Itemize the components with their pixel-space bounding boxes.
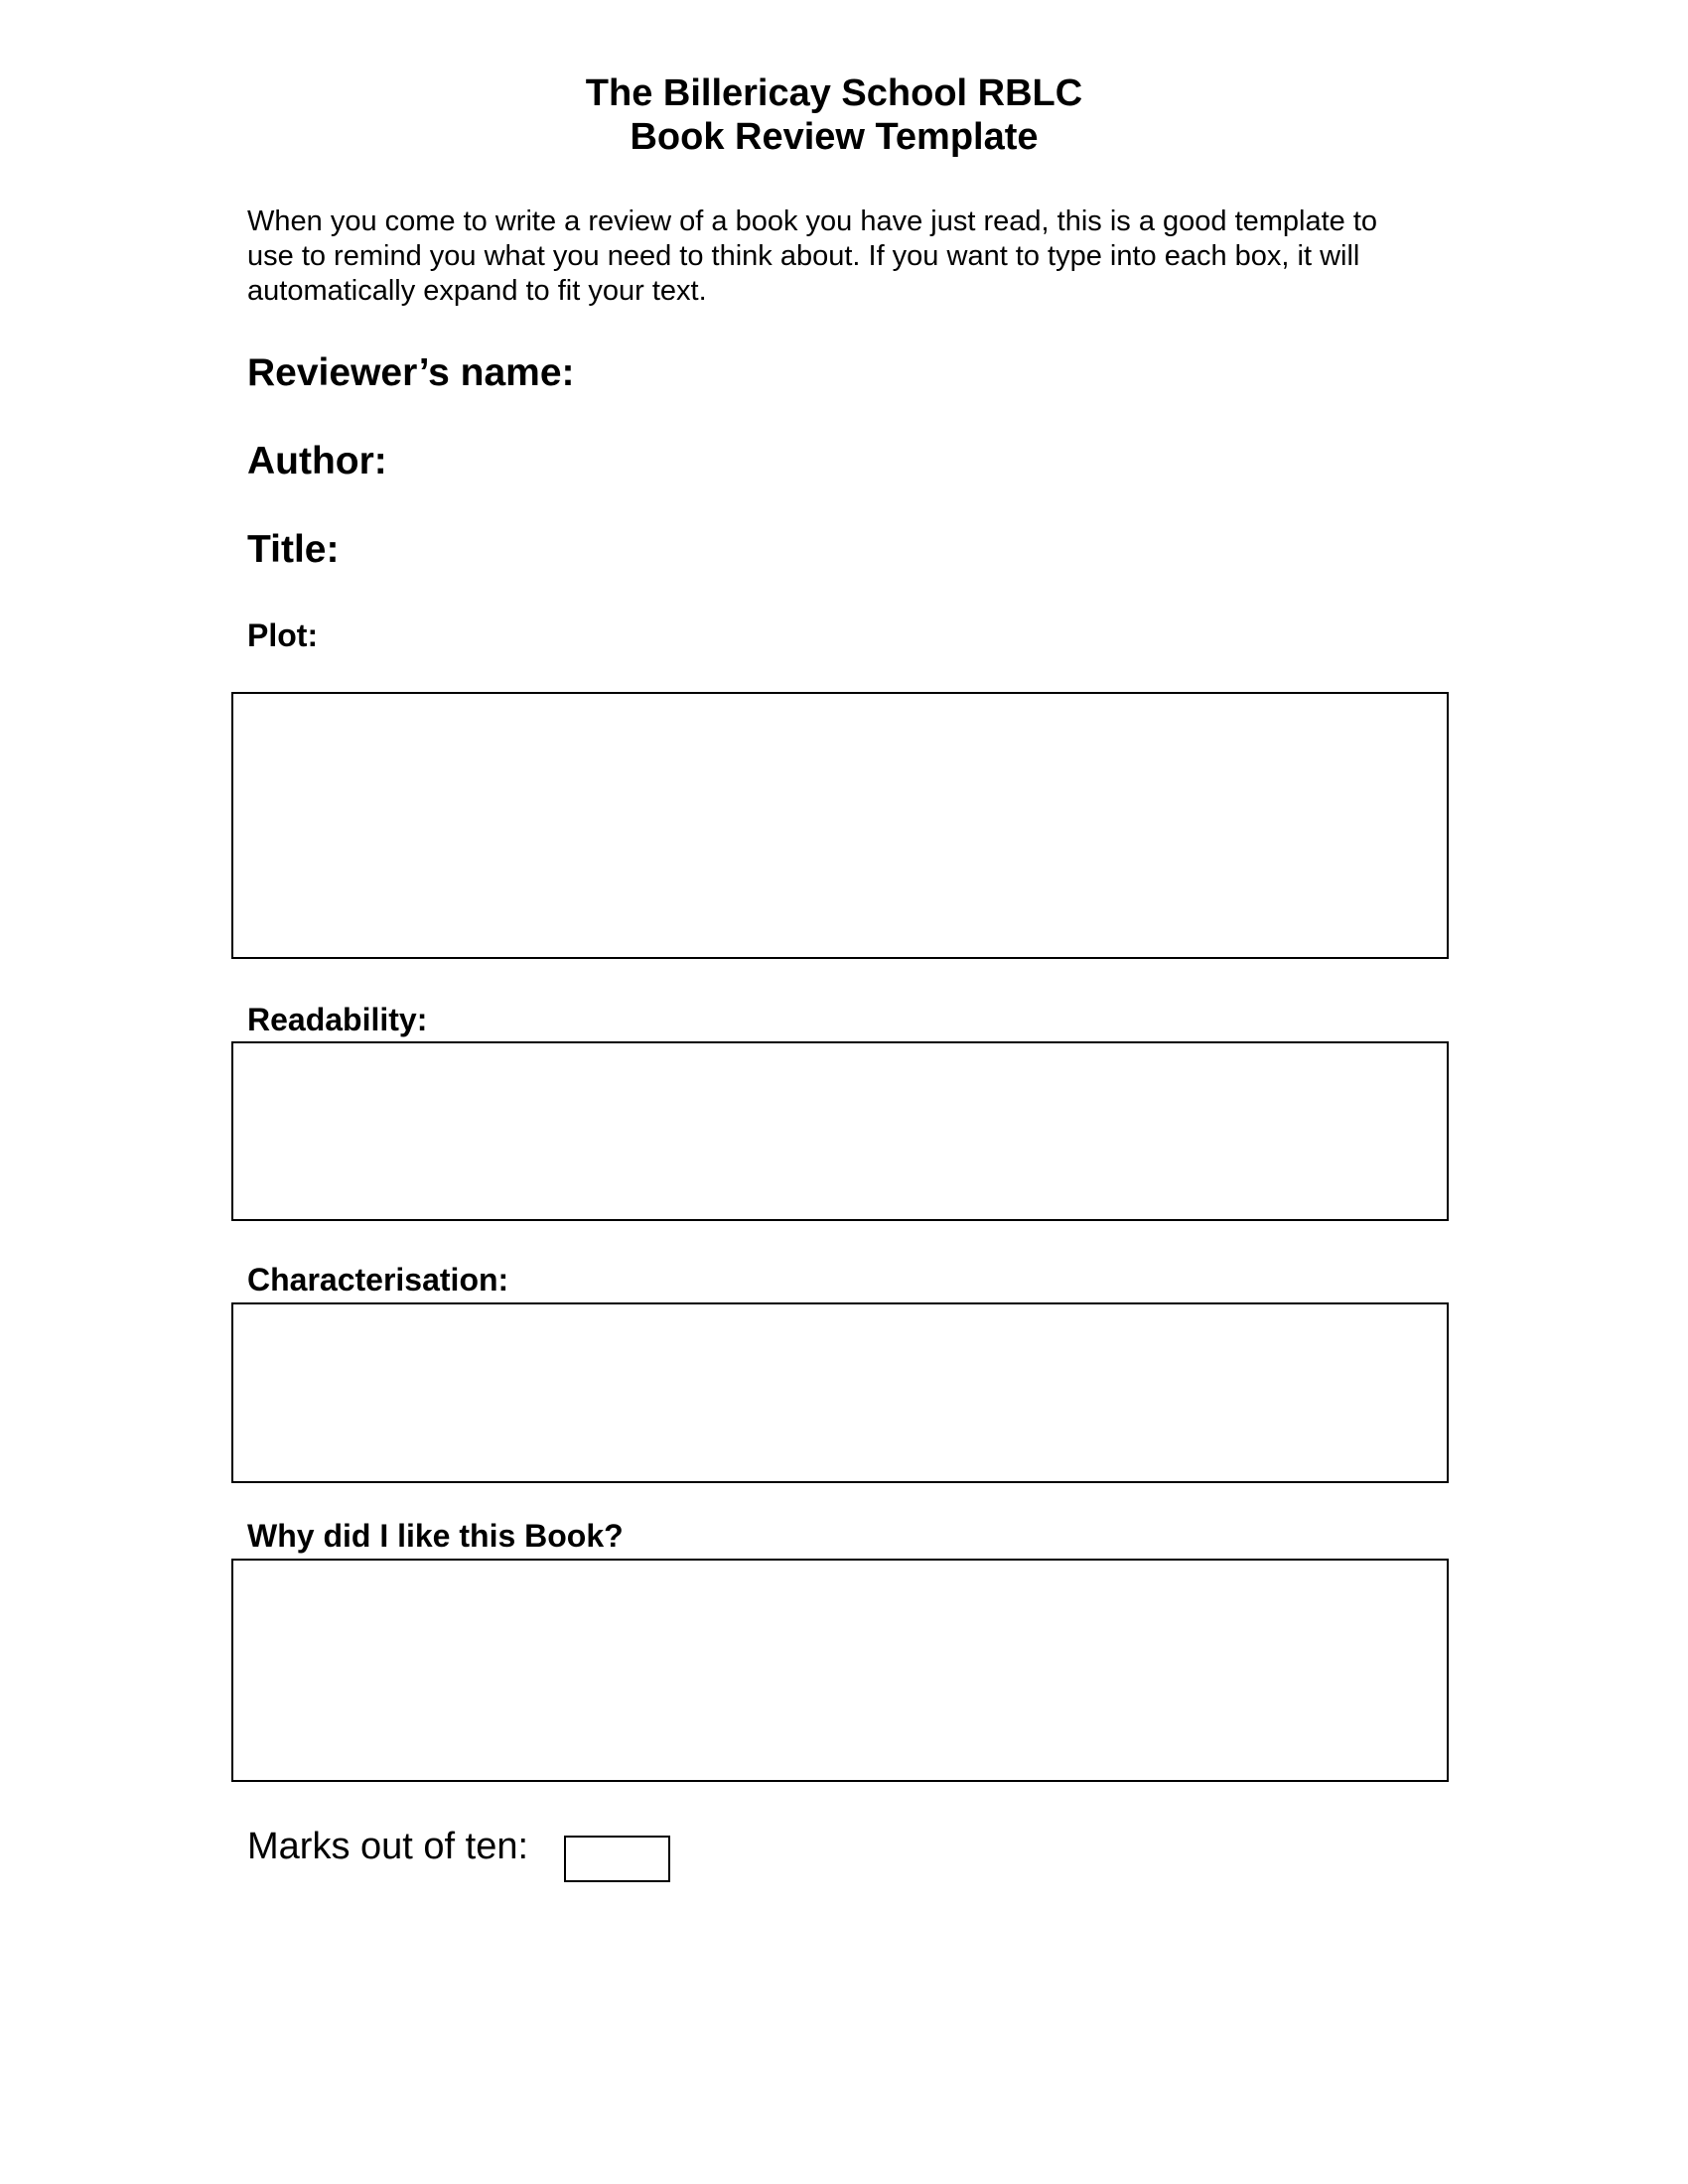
marks-input-box[interactable] xyxy=(564,1836,670,1882)
title-line-school: The Billericay School RBLC xyxy=(585,72,1083,114)
marks-out-of-ten-label: Marks out of ten: xyxy=(247,1826,529,1867)
readability-label: Readability: xyxy=(247,1002,428,1037)
intro-line: use to remind you what you need to think about. If you want to type into each box, it will xyxy=(247,240,1360,272)
plot-label: Plot: xyxy=(247,617,319,653)
why-liked-text-box[interactable] xyxy=(231,1559,1449,1782)
characterisation-label: Characterisation: xyxy=(247,1262,509,1297)
why-liked-label: Why did I like this Book? xyxy=(247,1518,624,1554)
title-line-template: Book Review Template xyxy=(630,116,1039,158)
plot-text-box[interactable] xyxy=(231,692,1449,959)
intro-line: automatically expand to fit your text. xyxy=(247,275,707,307)
author-label: Author: xyxy=(247,440,387,482)
intro-line: When you come to write a review of a book you have just read, this is a good template to xyxy=(247,205,1378,237)
intro-paragraph xyxy=(247,205,1478,309)
title-label: Title: xyxy=(247,528,340,571)
readability-text-box[interactable] xyxy=(231,1041,1449,1221)
document-title xyxy=(0,71,1688,159)
characterisation-text-box[interactable] xyxy=(231,1302,1449,1483)
reviewer-name-label: Reviewer’s name: xyxy=(247,351,575,394)
